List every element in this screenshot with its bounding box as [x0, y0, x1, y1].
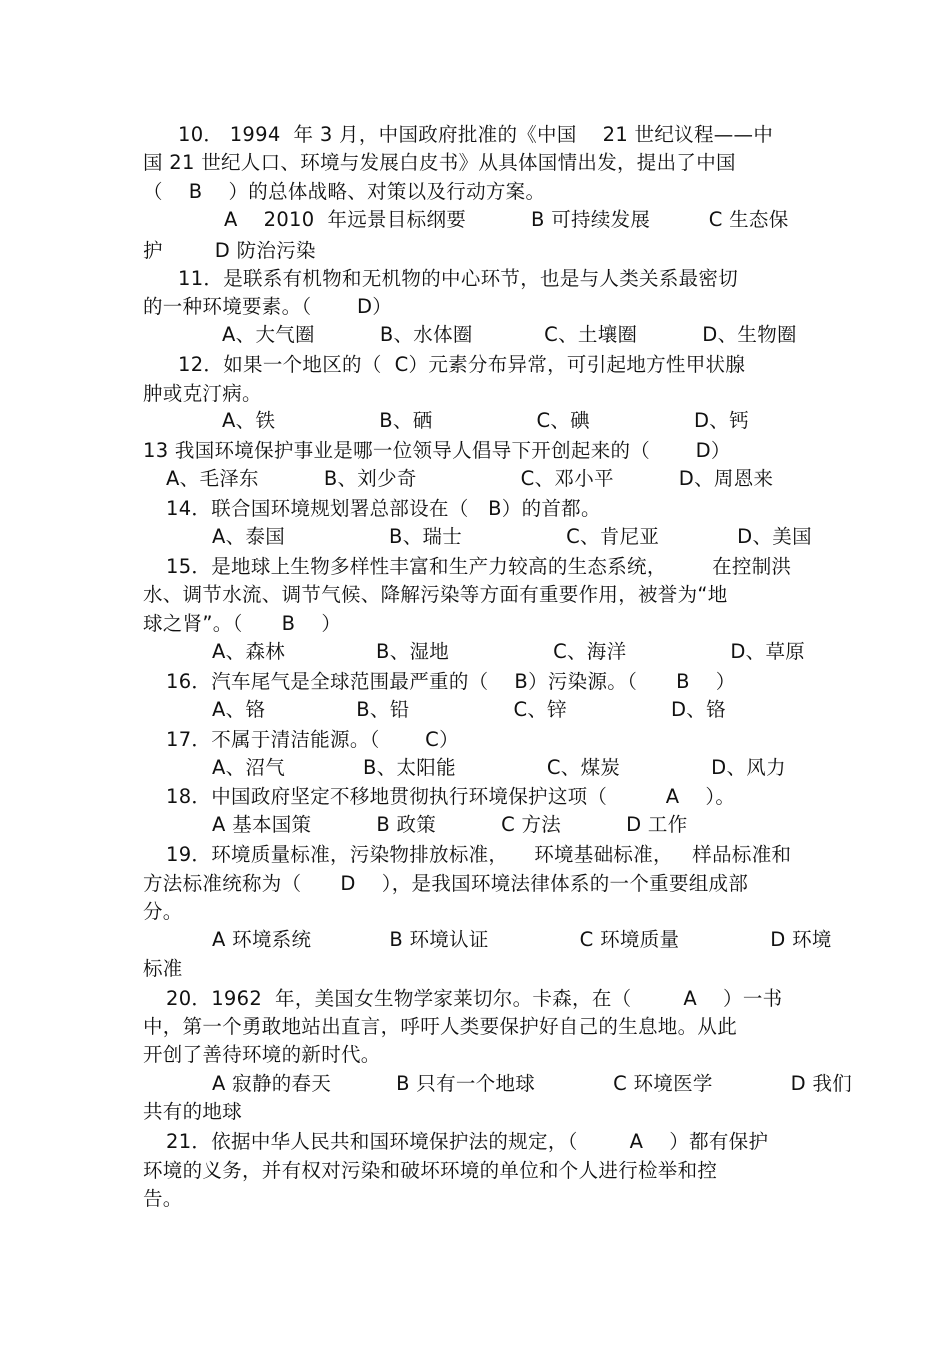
question-10-line-2: 国 21 世纪人口、环境与发展白皮书》从具体国情出发，提出了中国: [143, 151, 736, 174]
question-19-options: A 环境系统 B 环境认证 C 环境质量 D 环境: [212, 928, 832, 951]
question-21-line-3: 告。: [143, 1187, 183, 1210]
question-11-line-1: 11．是联系有机物和无机物的中心环节，也是与人类关系最密切: [178, 267, 739, 290]
question-19-options-cont: 标准: [143, 957, 183, 980]
question-13-line-1: 13 我国环境保护事业是哪一位领导人倡导下开创起来的（ D）: [143, 439, 731, 462]
question-15-line-3: 球之肾”。（ B ）: [143, 612, 342, 635]
question-13-options: A、毛泽东 B、刘少奇 C、邓小平 D、周恩来: [166, 467, 774, 490]
question-12-line-1: 12．如果一个地区的（ C）元素分布异常，可引起地方性甲状腺: [178, 353, 746, 376]
question-21-line-2: 环境的义务，并有权对污染和破坏环境的单位和个人进行检举和控: [143, 1159, 718, 1182]
question-20-options-cont: 共有的地球: [143, 1100, 243, 1123]
question-17-options: A、沼气 B、太阳能 C、煤炭 D、风力: [212, 756, 786, 779]
question-10-options-cont: 护 D 防治污染: [143, 239, 316, 262]
question-14-options: A、泰国 B、瑞士 C、肯尼亚 D、美国: [212, 525, 812, 548]
question-10-options: A 2010 年远景目标纲要 B 可持续发展 C 生态保: [224, 208, 789, 231]
question-17-line-1: 17．不属于清洁能源。（ C）: [166, 728, 459, 751]
question-19-line-2: 方法标准统称为（ D ），是我国环境法律体系的一个重要组成部: [143, 872, 749, 895]
question-16-options: A、铬 B、铅 C、锌 D、铬: [212, 698, 726, 721]
question-15-options: A、森林 B、湿地 C、海洋 D、草原: [212, 640, 806, 663]
question-10-line-1: 10． 1994 年 3 月，中国政府批准的《中国 21 世纪议程——中: [178, 123, 774, 146]
question-11-options: A、大气圈 B、水体圈 C、土壤圈 D、生物圈: [222, 323, 797, 346]
question-14-line-1: 14．联合国环境规划署总部设在（ B）的首都。: [166, 497, 601, 520]
question-20-options: A 寂静的春天 B 只有一个地球 C 环境医学 D 我们: [212, 1072, 853, 1095]
question-19-line-3: 分。: [143, 900, 183, 923]
question-10-line-3: （ B ）的总体战略、对策以及行动方案。: [143, 180, 546, 203]
question-16-line-1: 16．汽车尾气是全球范围最严重的（ B）污染源。（ B ）: [166, 670, 736, 693]
question-15-line-2: 水、调节水流、调节气候、降解污染等方面有重要作用，被誉为“地: [143, 583, 728, 606]
question-15-line-1: 15．是地球上生物多样性丰富和生产力较高的生态系统， 在控制洪: [166, 555, 792, 578]
question-20-line-3: 开创了善待环境的新时代。: [143, 1043, 381, 1066]
question-12-options: A、铁 B、硒 C、碘 D、钙: [222, 409, 749, 432]
question-18-line-1: 18．中国政府坚定不移地贯彻执行环境保护这项（ A ）。: [166, 785, 736, 808]
question-21-line-1: 21．依据中华人民共和国环境保护法的规定，（ A ）都有保护: [166, 1130, 769, 1153]
question-20-line-2: 中，第一个勇敢地站出直言，呼吁人类要保护好自己的生息地。从此: [143, 1015, 738, 1038]
question-12-line-2: 肿或克汀病。: [143, 382, 262, 405]
question-20-line-1: 20．1962 年，美国女生物学家莱切尔。卡森，在（ A ）一书: [166, 987, 783, 1010]
question-11-line-2: 的一种环境要素。（ D）: [143, 295, 393, 318]
question-19-line-1: 19．环境质量标准，污染物排放标准， 环境基础标准， 样品标准和: [166, 843, 792, 866]
question-18-options: A 基本国策 B 政策 C 方法 D 工作: [212, 813, 688, 836]
